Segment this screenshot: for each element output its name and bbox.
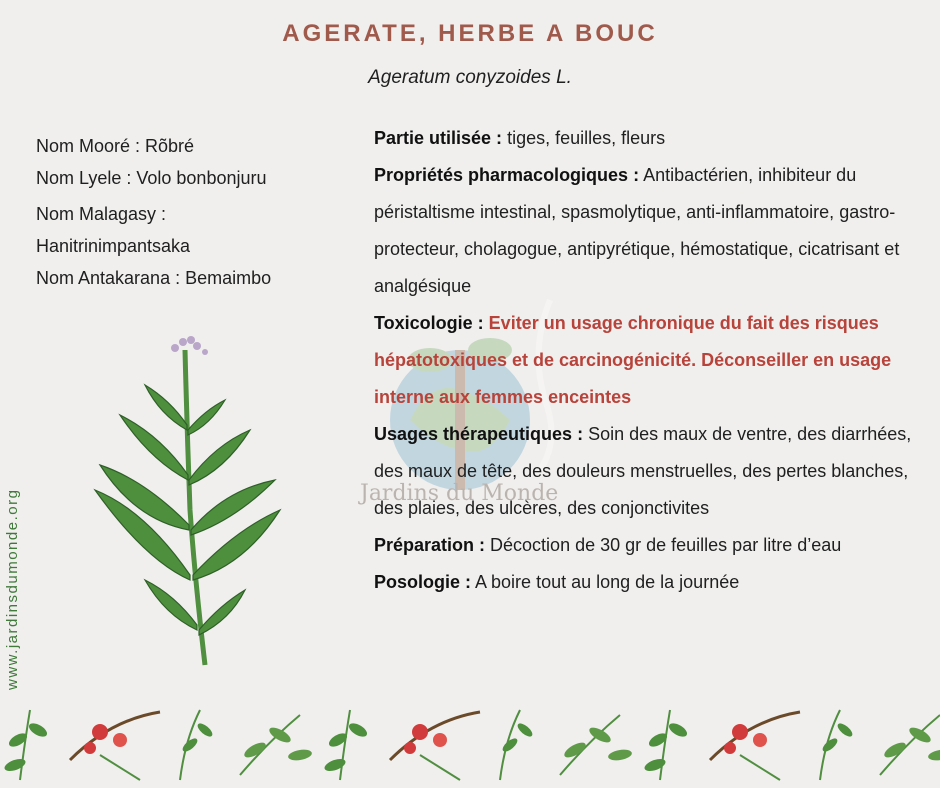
details-block <box>374 120 929 601</box>
preparation: Préparation : Décoction de 30 gr de feuilles par litre d’eau <box>374 535 842 555</box>
page-title: AGERATE, HERBE A BOUC <box>282 20 658 47</box>
name-antakarana: Nom Antakarana : Bemaimbo <box>36 268 272 288</box>
names-block <box>36 130 356 294</box>
posologie: Posologie : A boire tout au long de la journée <box>374 572 740 592</box>
usages-therapeutiques: Usages thérapeutiques : Soin des maux de ventre, des diarrhées, des maux de tête, des douleurs menstruelles, des pertes blanches, des plaies, des ulcères, des conjonctivites <box>374 424 912 518</box>
scientific-name: Ageratum conyzoides L. <box>368 67 572 88</box>
website-url: www.jardinsdumonde.org <box>4 488 21 690</box>
botanical-border-icon <box>0 700 940 788</box>
plant-illustration-icon <box>85 330 295 670</box>
toxicologie: Toxicologie : Eviter un usage chronique du fait des risques hépatotoxiques et de carcinogénicité. Déconseiller en usage interne aux femmes enceintes <box>374 313 892 407</box>
watermark-text: Jardins du Monde <box>360 481 559 506</box>
name-malagasy-label: Nom Malagasy : <box>36 204 167 224</box>
name-malagasy-value: Hanitrinimpantsaka <box>36 236 191 256</box>
name-lyele: Nom Lyele : Volo bonbonjuru <box>36 168 267 188</box>
partie-utilisee: Partie utilisée : tiges, feuilles, fleurs <box>374 128 666 148</box>
proprietes-pharmacologiques: Propriétés pharmacologiques : Antibactérien, inhibiteur du péristaltisme intestinal, spasmolytique, anti-inflammatoire, gastro-protecteur, cholagogue, antipyrétique, hémostatique, cicatrisant et analgésique <box>374 165 900 296</box>
name-moore: Nom Mooré : Rõbré <box>36 136 195 156</box>
